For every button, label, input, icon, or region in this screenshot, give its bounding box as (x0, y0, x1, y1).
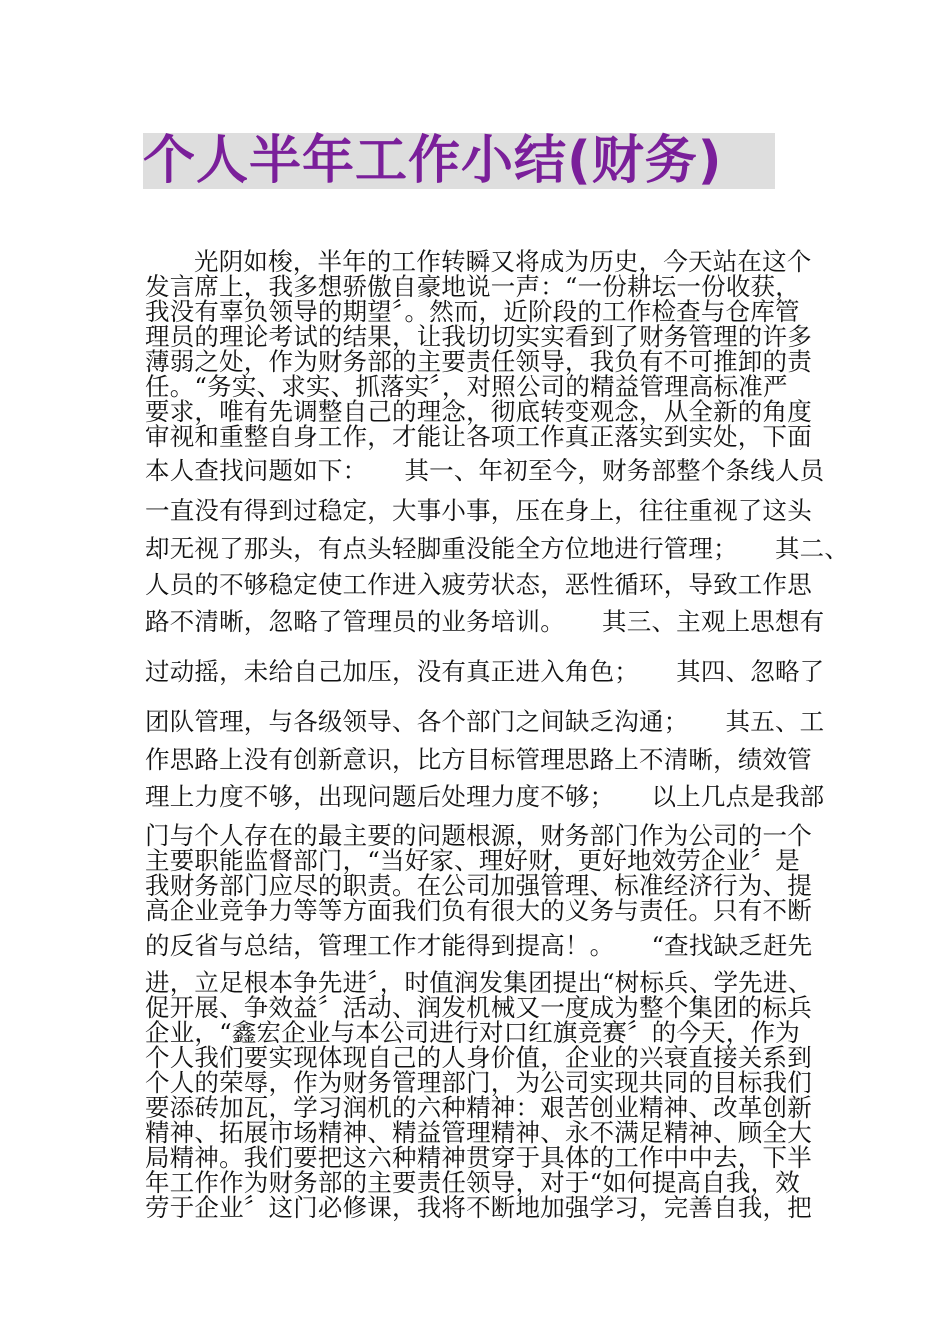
body-line: 过动摇，未给自己加压，没有真正进入角色； 其四、忽略了 (145, 657, 825, 686)
title-highlight (143, 133, 775, 189)
document-title: 个人半年工作小结(财务) (143, 131, 723, 191)
body-line: 发言席上，我多想骄傲自豪地说一声：“一份耕坛一份收获， (145, 272, 800, 301)
body-line: 作思路上没有创新意识，比方目标管理思路上不清晰，绩效管 (145, 745, 812, 774)
body-line: 年工作作为财务部的主要责任领导，对于“如何提高自我，效 (145, 1168, 800, 1197)
body-line: 路不清晰，忽略了管理员的业务培训。 其三、主观上思想有 (145, 607, 825, 636)
body-line: 主要职能监督部门，“当好家、理好财，更好地效劳企业〞是 (145, 846, 800, 875)
body-line: 任。“务实、求实、抓落实〞，对照公司的精益管理高标准严 (145, 372, 788, 401)
body-line: 我财务部门应尽的职责。在公司加强管理、标准经济行为、提 (145, 871, 812, 900)
body-line: 本人查找问题如下： 其一、年初至今，财务部整个条线人员 (145, 456, 825, 485)
body-line: 审视和重整自身工作，才能让各项工作真正落实到实处，下面 (145, 422, 812, 451)
body-line: 理员的理论考试的结果，让我切切实实看到了财务管理的许多 (145, 322, 812, 351)
body-line: 企业，“鑫宏企业与本公司进行对口红旗竞赛〞的今天，作为 (145, 1018, 800, 1047)
body-line: 薄弱之处，作为财务部的主要责任领导，我负有不可推卸的责 (145, 347, 812, 376)
body-line: 却无视了那头，有点头轻脚重没能全方位地进行管理； 其二、 (145, 534, 850, 563)
body-line: 的反省与总结，管理工作才能得到提高！。 “查找缺乏赶先 (145, 931, 813, 960)
body-line: 一直没有得到过稳定，大事小事，压在身上，往往重视了这头 (145, 496, 812, 525)
body-line: 精神、拓展市场精神、精益管理精神、永不满足精神、顾全大 (145, 1118, 812, 1147)
body-line: 促开展、争效益〞活动、润发机械又一度成为整个集团的标兵 (145, 993, 812, 1022)
body-line: 个人我们要实现体现自己的人身价值，企业的兴衰直接关系到 (145, 1043, 812, 1072)
body-line: 团队管理，与各级领导、各个部门之间缺乏沟通； 其五、工 (145, 707, 825, 736)
body-line: 要添砖加瓦，学习润机的六种精神：艰苦创业精神、改革创新 (145, 1093, 812, 1122)
body-line: 我没有辜负领导的期望〞。然而，近阶段的工作检查与仓库管 (145, 297, 800, 326)
body-line: 光阴如梭，半年的工作转瞬又将成为历史，今天站在这个 (194, 247, 812, 276)
body-line: 理上力度不够，出现问题后处理力度不够； 以上几点是我部 (145, 782, 825, 811)
body-line: 劳于企业〞这门必修课，我将不断地加强学习，完善自我，把 (145, 1193, 812, 1222)
body-line: 门与个人存在的最主要的问题根源，财务部门作为公司的一个 (145, 821, 812, 850)
body-line: 高企业竞争力等等方面我们负有很大的义务与责任。只有不断 (145, 896, 812, 925)
body-line: 局精神。我们要把这六种精神贯穿于具体的工作中中去，下半 (145, 1143, 812, 1172)
body-line: 要求，唯有先调整自己的理念，彻底转变观念，从全新的角度 (145, 397, 812, 426)
body-line: 人员的不够稳定使工作进入疲劳状态，恶性循环，导致工作思 (145, 570, 812, 599)
body-line: 进，立足根本争先进〞，时值润发集团提出“树标兵、学先进、 (145, 968, 813, 997)
body-line: 个人的荣辱，作为财务管理部门，为公司实现共同的目标我们 (145, 1068, 812, 1097)
